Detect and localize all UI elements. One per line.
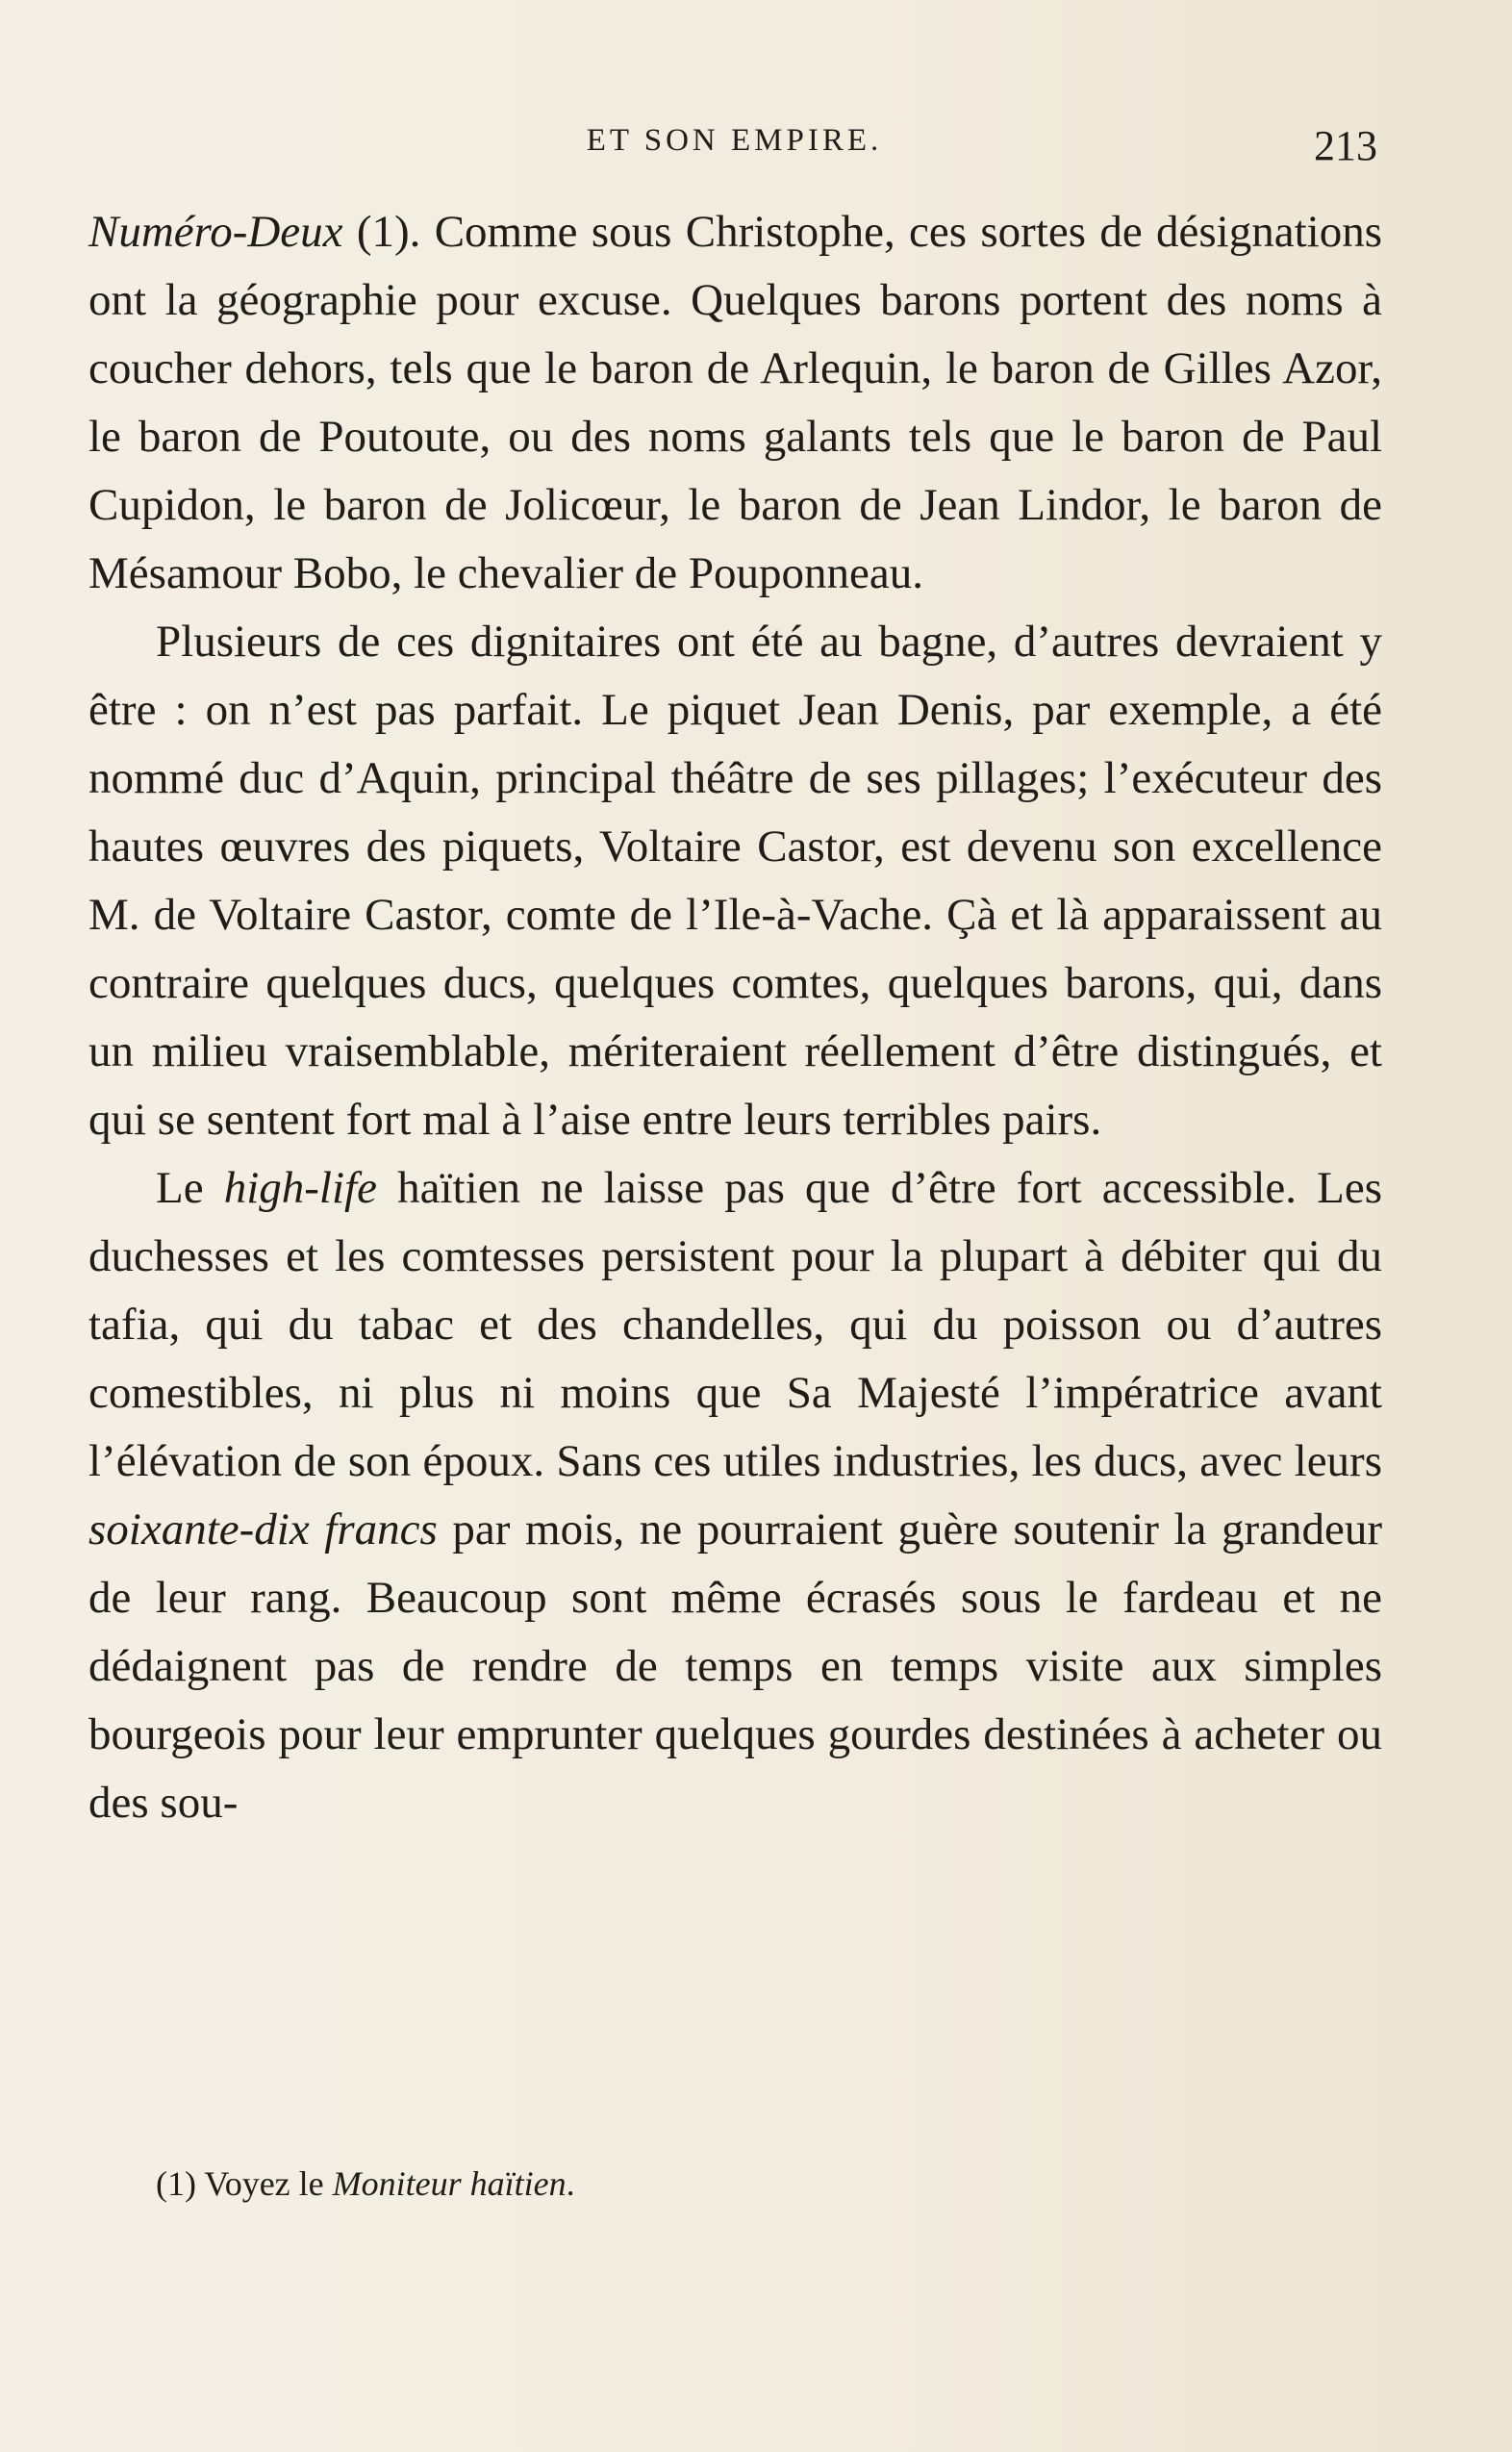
paragraph-3-segment-2: high-life [223,1163,377,1213]
footnote-end: . [566,2164,575,2203]
paragraph-3 [88,1154,1382,1837]
footnote-text: Voyez le [195,2164,333,2203]
paragraph-1-segment-1: Numéro-Deux [88,207,343,257]
footnote [156,2161,575,2207]
running-head [91,123,1377,171]
paragraph-2 [88,608,1382,1154]
paragraph-3-segment-1: Le [156,1163,224,1213]
paragraph-3-segment-5: par mois, ne pourraient guère soutenir la grandeur de leur rang. Beaucoup sont même écrasés sous le fardeau et ne dédaignent pas de rendre de temps en temps visite aux simples bourgeois pour leur emprunter quelques gourdes destinées à acheter ou des sou- [88,1504,1383,1828]
body-text [88,198,1382,1837]
footnote-marker: (1) [156,2164,196,2203]
paragraph-2-segment-1: Plusieurs de ces dignitaires ont été au bagne, d’autres devraient y être : on n’est pas parfait. Le piquet Jean Denis, par exemple, a été nommé duc d’Aquin, principal théâtre de ses pillages; l’exécuteur des hautes œuvres des piquets, Voltaire Castor, est devenu son excellence M. de Voltaire Castor, comte de l’Ile-à-Vache. Çà et là apparaissent au contraire quelques ducs, quelques comtes, quelques barons, qui, dans un milieu vraisemblable, mériteraient réellement d’être distingués, et qui se sentent fort mal à l’aise entre leurs terribles pairs. [88,617,1382,1145]
paragraph-3-segment-4: soixante-dix francs [88,1504,438,1555]
paragraph-1-segment-2: (1). Comme sous Christophe, ces sortes de désignations ont la géographie pour excuse. Quelques barons portent des noms à coucher dehors, tels que le baron de Arlequin, le baron de Gilles Azor, le baron de Poutoute, ou des noms galants tels que le baron de Paul Cupidon, le baron de Jolicœur, le baron de Jean Lindor, le baron de Mésamour Bobo, le chevalier de Pouponneau. [88,207,1382,598]
paragraph-3-segment-3: haïtien ne laisse pas que d’être fort accessible. Les duchesses et les comtesses persistent pour la plupart à débiter qui du tafia, qui du tabac et des chandelles, qui du poisson ou d’autres comestibles, ni plus ni moins que Sa Majesté l’impératrice avant l’élévation de son époux. Sans ces utiles industries, les ducs, avec leurs [88,1163,1382,1486]
running-title: ET SON EMPIRE. [586,123,883,158]
paragraph-1 [88,198,1382,608]
page-number: 213 [1314,122,1377,169]
footnote-citation: Moniteur haïtien [332,2164,567,2203]
